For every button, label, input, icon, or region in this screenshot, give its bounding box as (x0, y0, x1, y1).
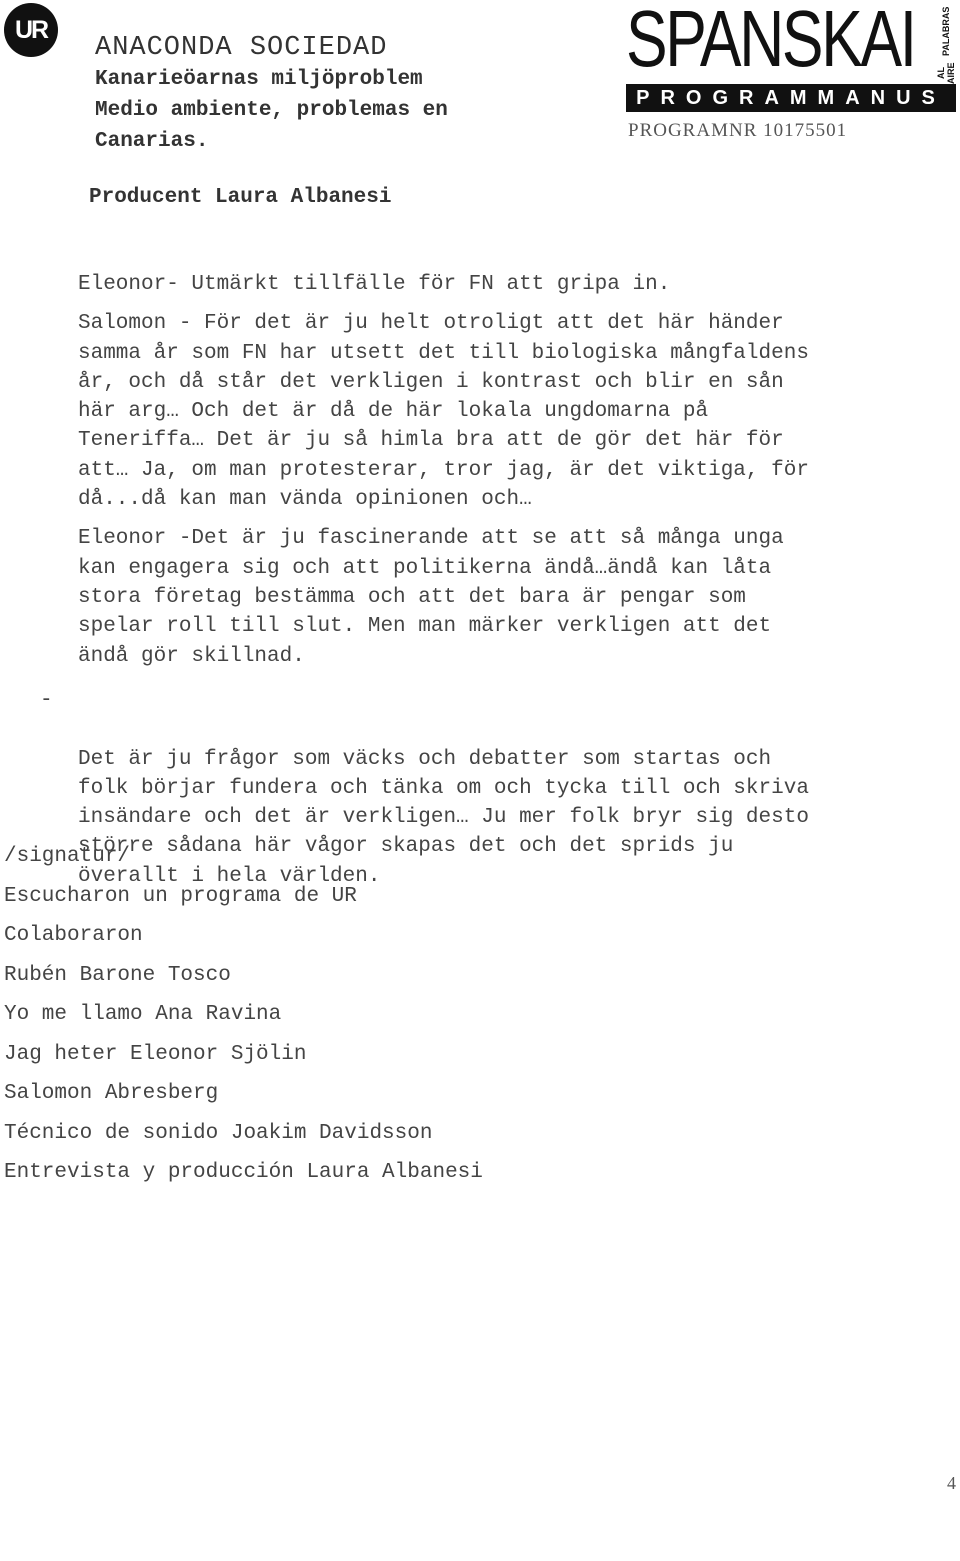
credit-line: Salomon Abresberg (4, 1082, 219, 1105)
program-number: PROGRAMNR 10175501 (628, 120, 848, 141)
credit-line: /signatur/ (4, 845, 131, 868)
ur-logo (4, 3, 58, 57)
producer: Producent Laura Albanesi (89, 186, 392, 209)
paragraph-4: Det är ju frågor som väcks och debatter som startas och folk börjar fundera och tänka om och tycka till och skriva insändare och det är verkligen… Ju mer folk bryr sig desto större sådana här vågor skapas det och det sprids ju överallt i hela världen. (78, 747, 809, 888)
credits (4, 842, 483, 1198)
brand-side-2: AL AIRE (936, 62, 956, 84)
show-title: ANACONDA SOCIEDAD (95, 33, 388, 63)
credit-line: Jag heter Eleonor Sjölin (4, 1042, 307, 1066)
subtitle-line-3: Canarias. (95, 130, 209, 153)
brand-side-text (936, 8, 956, 90)
credit-line: Entrevista y producción Laura Albanesi (4, 1161, 483, 1184)
credit-line: Escucharon un programa de UR (4, 884, 357, 908)
transcript (78, 270, 948, 681)
credit-line: Rubén Barone Tosco (4, 963, 231, 987)
brand-bar: PROGRAMMANUS (626, 84, 956, 112)
credit-line: Técnico de sonido Joakim Davidsson (4, 1121, 433, 1145)
dash-marker: - (40, 689, 53, 712)
credit-line: Yo me llamo Ana Ravina (4, 1003, 282, 1026)
paragraph-1: Eleonor- Utmärkt tillfälle för FN att gripa in. (78, 273, 671, 296)
brand-name: SPANSKAI (626, 0, 915, 83)
spanskai-logo (626, 0, 956, 110)
brand-side-1: PALABRAS (941, 6, 951, 56)
page-number: 4 (947, 1473, 956, 1493)
subtitle-line-2: Medio ambiente, problemas en (95, 99, 448, 122)
credit-line: Colaboraron (4, 924, 143, 947)
subtitle-line-1: Kanarieöarnas miljöproblem (95, 68, 423, 91)
header-block (95, 32, 448, 157)
paragraph-3: Eleonor -Det är ju fascinerande att se att så många unga kan engagera sig och att politikerna ändå…ändå kan låta stora företag bestämma och att det bara är pengar som spelar roll till slut. Men man märker verkligen att det ändå gör skillnad. (78, 527, 784, 668)
ur-logo-text: UR (14, 15, 48, 44)
paragraph-2: Salomon - För det är ju helt otroligt att det här händer samma år som FN har utsett det till biologiska mångfaldens år, och då står det verkligen i kontrast och blir en sån här arg… Och det är då de här lokala ungdomarna på Teneriffa… Det är ju så himla bra att de gör det här för att… Ja, om man protesterar, tror jag, är det viktiga, för då...då kan man vända opinionen och… (78, 312, 809, 512)
